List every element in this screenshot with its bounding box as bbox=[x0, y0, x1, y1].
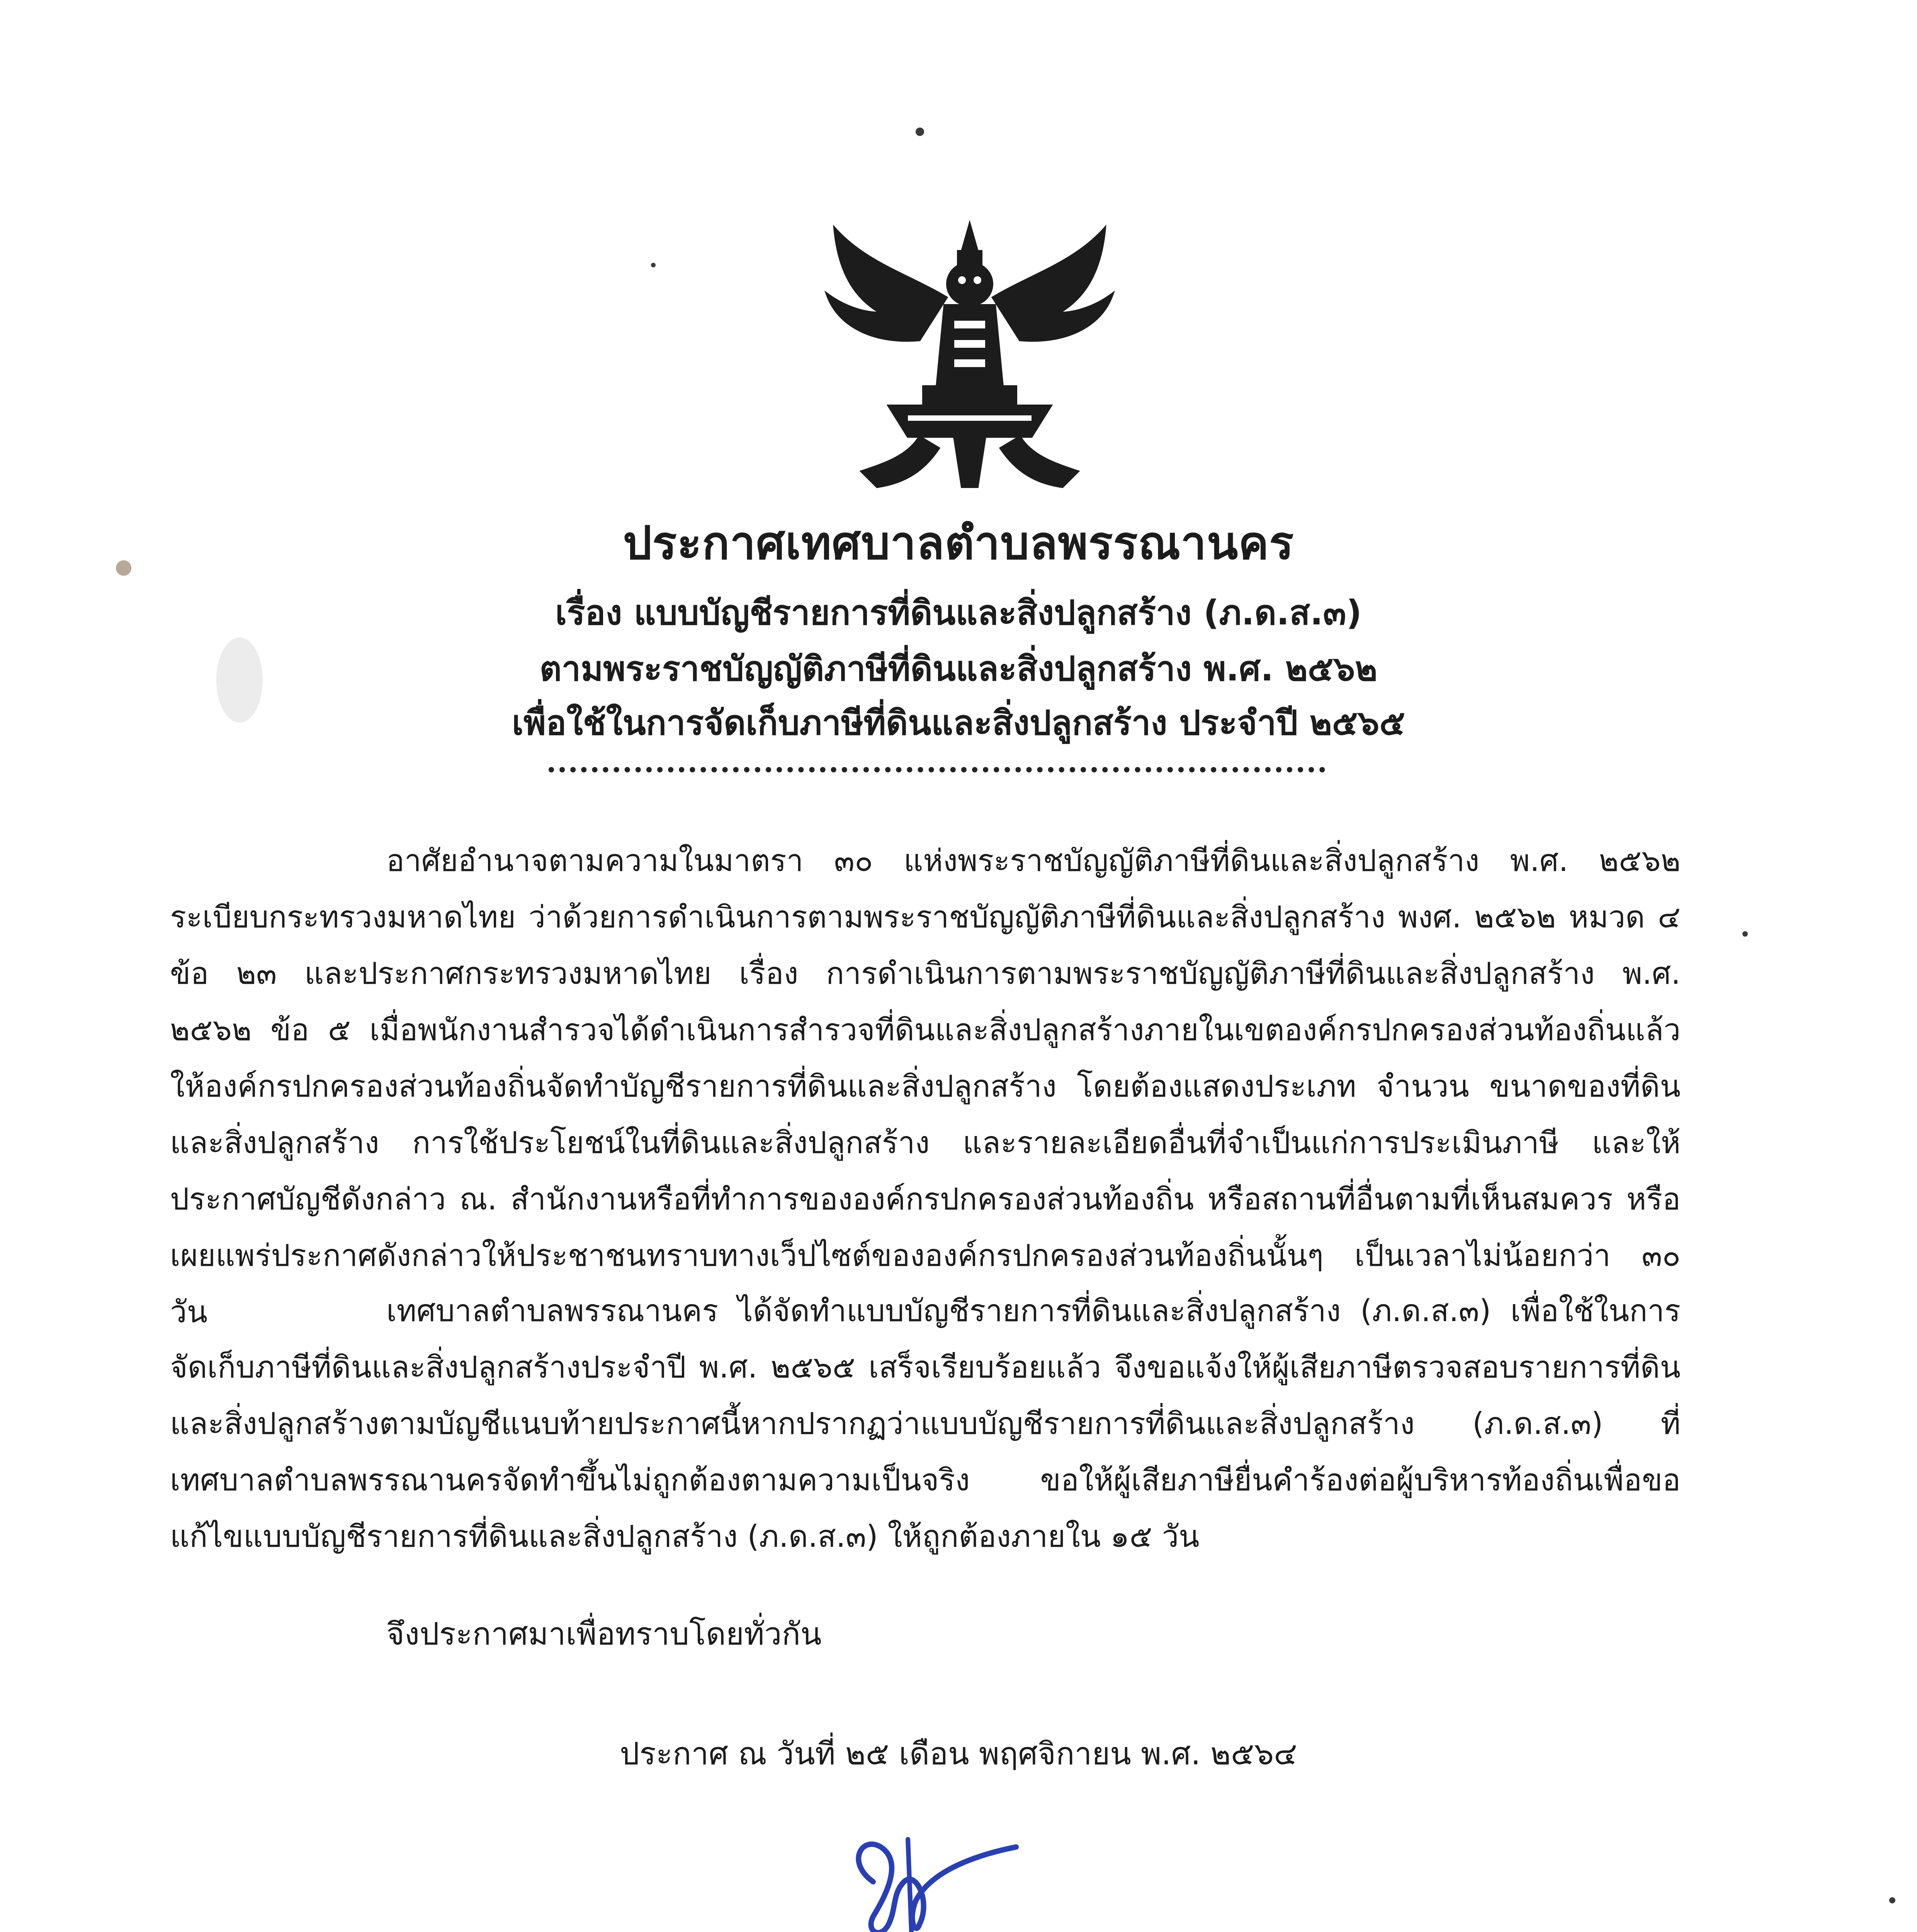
announcement-subject: เรื่อง แบบบัญชีรายการที่ดินและสิ่งปลูกสร้าง (ภ.ด.ส.๓) bbox=[555, 593, 1362, 633]
scan-speck bbox=[1742, 931, 1748, 937]
signature bbox=[815, 1824, 1032, 1932]
scan-speck bbox=[651, 263, 656, 267]
announcement-law-reference: ตามพระราชบัญญัติภาษีที่ดินและสิ่งปลูกสร้าง พ.ศ. ๒๕๖๒ bbox=[539, 649, 1378, 689]
closing-statement: จึงประกาศมาเพื่อทราบโดยทั่วกัน bbox=[386, 1616, 822, 1652]
scan-speck bbox=[1889, 1897, 1895, 1903]
announcement-title: ประกาศเทศบาลตำบลพรรณานคร bbox=[623, 516, 1294, 570]
garuda-emblem-icon bbox=[792, 216, 1147, 510]
body-paragraph-1: อาศัยอำนาจตามความในมาตรา ๓๐ แห่งพระราชบัญญัติภาษีที่ดินและสิ่งปลูกสร้าง พ.ศ. ๒๕๖๒ ระเบียบกระทรวงมหาดไทย ว่าด้วยการดำเนินการตามพระราชบัญญัติภาษีที่ดินและสิ่งปลูกสร้าง พงศ. ๒๕๖๒ หมวด ๔ ข้อ ๒๓ และประกาศกระทรวงมหาดไทย เรื่อง การดำเนินการตามพระราชบัญญัติภาษีที่ดินและสิ่งปลูกสร้าง พ.ศ. ๒๕๖๒ ข้อ ๕ เมื่อพนักงานสำรวจได้ดำเนินการสำรวจที่ดินและสิ่งปลูกสร้างภายในเขตองค์กรปกครองส่วนท้องถิ่นแล้ว ให้องค์กรปกครองส่วนท้องถิ่นจัดทำบัญชีรายการที่ดินและสิ่งปลูกสร้าง โดยต้องแสดงประเภท จำนวน ขนาดของที่ดินและสิ่งปลูกสร้าง การใช้ประโยชน์ในที่ดินและสิ่งปลูกสร้าง และรายละเอียดอื่นที่จำเป็นแก่การประเมินภาษี และให้ประกาศบัญชีดังกล่าว ณ. สำนักงานหรือที่ทำการขององค์กรปกครองส่วนท้องถิ่น หรือสถานที่อื่นตามที่เห็นสมควร หรือเผยแพร่ประกาศดังกล่าวให้ประชาชนทราบทางเว็ปไซต์ขององค์กรปกครองส่วนท้องถิ่นนั้นๆ เป็นเวลาไม่น้อยกว่า ๓๐ วัน bbox=[170, 844, 1681, 1330]
announcement-purpose: เพื่อใช้ในการจัดเก็บภาษีที่ดินและสิ่งปลูกสร้าง ประจำปี ๒๕๖๕ bbox=[512, 703, 1405, 743]
dotted-divider bbox=[549, 767, 1325, 772]
scan-speck bbox=[216, 638, 263, 723]
scan-speck bbox=[116, 560, 131, 576]
scan-speck bbox=[916, 128, 924, 136]
body-paragraph-2: เทศบาลตำบลพรรณานคร ได้จัดทำแบบบัญชีรายการที่ดินและสิ่งปลูกสร้าง (ภ.ด.ส.๓) เพื่อใช้ในการจัดเก็บภาษีที่ดินและสิ่งปลูกสร้างประจำปี พ.ศ. ๒๕๖๕ เสร็จเรียบร้อยแล้ว จึงขอแจ้งให้ผู้เสียภาษีตรวจสอบรายการที่ดินและสิ่งปลูกสร้างตามบัญชีแนบท้ายประกาศนี้หากปรากฏว่าแบบบัญชีรายการที่ดินและสิ่งปลูกสร้าง (ภ.ด.ส.๓) ที่เทศบาลตำบลพรรณานครจัดทำขึ้นไม่ถูกต้องตามความเป็นจริง ขอให้ผู้เสียภาษียื่นคำร้องต่อผู้บริหารท้องถิ่นเพื่อขอแก้ไขแบบบัญชีรายการที่ดินและสิ่งปลูกสร้าง (ภ.ด.ส.๓) ให้ถูกต้องภายใน ๑๕ วัน bbox=[170, 1294, 1681, 1554]
announcement-date: ประกาศ ณ วันที่ ๒๕ เดือน พฤศจิกายน พ.ศ. ๒๕๖๔ bbox=[620, 1736, 1297, 1772]
